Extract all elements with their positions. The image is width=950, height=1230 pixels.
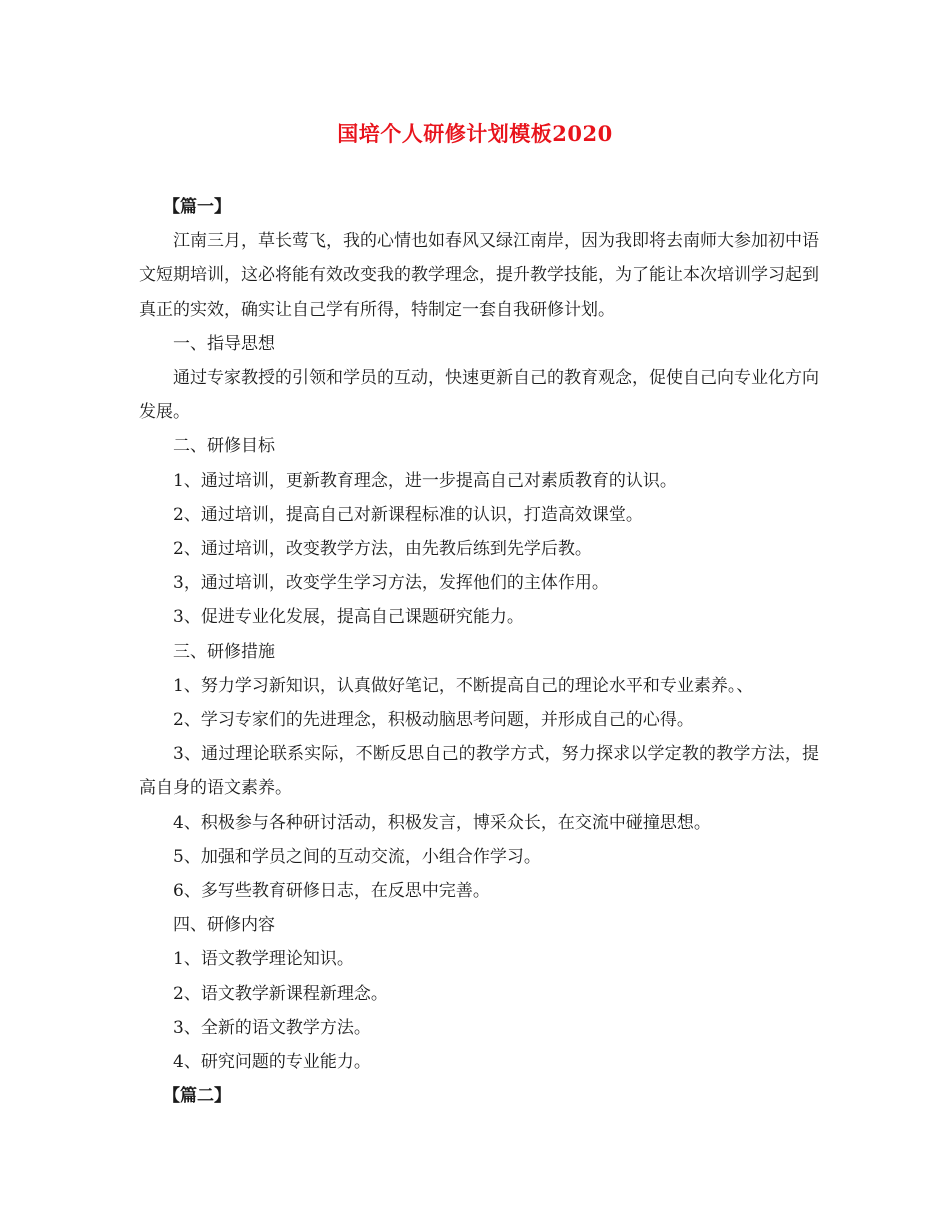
section-heading: 【篇一】 [163, 197, 231, 217]
paragraph: 3、促进专业化发展，提高自己课题研究能力。 [173, 607, 524, 628]
paragraph: 1、努力学习新知识，认真做好笔记，不断提高自己的理论水平和专业素养。、 [173, 675, 754, 696]
paragraph: 江南三月，草长莺飞，我的心情也如春风又绿江南岸，因为我即将去南师大参加初中语文短期培训，这必将能有效改变我的教学理念，提升教学技能，为了能让本次培训学习起到真正的实效，确实让自己学有所得，特制定一套自我研修计划。 [139, 231, 819, 320]
paragraph: 2、语文教学新课程新理念。 [173, 983, 388, 1004]
paragraph: 2、通过培训，改变教学方法，由先教后练到先学后教。 [173, 539, 592, 560]
section-heading: 【篇二】 [163, 1086, 231, 1107]
paragraph: 3、全新的语文教学方法。 [173, 1017, 371, 1038]
paragraph: 5、加强和学员之间的互动交流，小组合作学习。 [173, 846, 541, 867]
document-title: 国培个人研修计划模板2020 [337, 121, 613, 146]
paragraph: 通过专家教授的引领和学员的互动，快速更新自己的教育观念，促使自己向专业化方向发展。 [139, 368, 819, 423]
paragraph: 4、积极参与各种研讨活动，积极发言，博采众长，在交流中碰撞思想。 [173, 812, 711, 833]
paragraph: 6、多写些教育研修日志，在反思中完善。 [173, 881, 490, 902]
paragraph: 4、研究问题的专业能力。 [173, 1052, 371, 1073]
paragraph: 一、指导思想 [173, 333, 275, 354]
paragraph: 3，通过培训，改变学生学习方法，发挥他们的主体作用。 [173, 573, 609, 594]
paragraph: 四、研修内容 [173, 915, 275, 936]
paragraph: 1、语文教学理论知识。 [173, 949, 354, 970]
paragraph: 三、研修措施 [173, 641, 275, 662]
paragraph: 3、通过理论联系实际，不断反思自己的教学方式，努力探求以学定教的教学方法，提高自身的语文素养。 [139, 744, 819, 799]
paragraph: 2、通过培训，提高自己对新课程标准的认识，打造高效课堂。 [173, 504, 643, 525]
paragraph: 二、研修目标 [173, 436, 275, 457]
paragraph: 1、通过培训，更新教育理念，进一步提高自己对素质教育的认识。 [173, 470, 677, 491]
paragraph: 2、学习专家们的先进理念，积极动脑思考问题，并形成自己的心得。 [173, 710, 694, 731]
document-body [139, 190, 819, 1113]
